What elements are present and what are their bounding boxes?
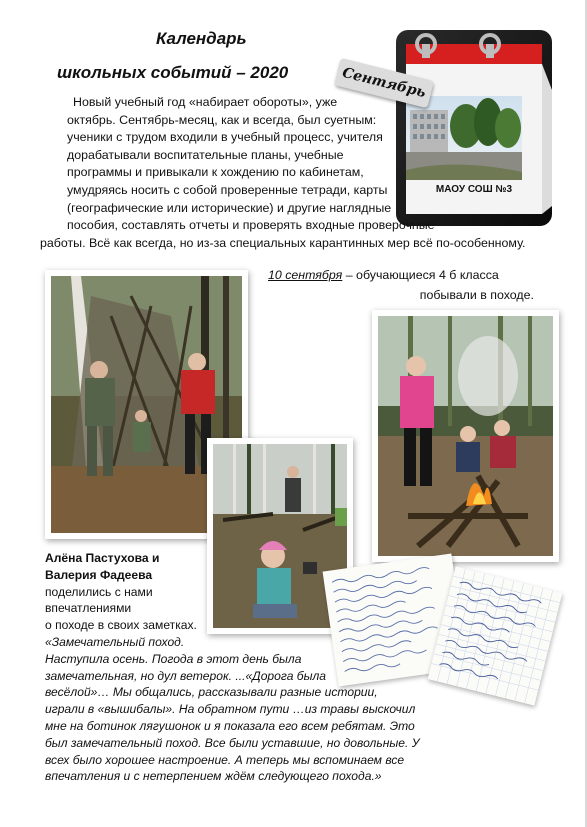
intro-paragraph	[40, 94, 557, 252]
quote-line: всех было хорошее настроение. А теперь мы вспоминаем все	[45, 752, 405, 767]
photo-campfire	[372, 310, 559, 562]
quote-line: мне на ботинок лягушонок и я показала его всем ребятам. Это	[45, 718, 415, 733]
author-name: Валерия Фадеева	[45, 567, 153, 582]
event-note	[268, 265, 538, 305]
quote-line: «Замечательный поход.	[45, 635, 185, 649]
authors-text: поделились с нами	[45, 584, 153, 599]
intro-line: (географические или исторические) и другие наглядные	[67, 200, 392, 215]
intro-line: Новый учебный год «набирает обороты», уже	[73, 95, 338, 109]
quote-line: впечатления и с нетерпением ждём следующего похода.»	[45, 769, 382, 784]
quote-line: Наступила осень. Погода в этот день была	[45, 651, 302, 666]
quote-block	[45, 634, 419, 785]
intro-line: программы и привыкали к хождению по кабинетам,	[67, 165, 364, 180]
event-date: 10 сентября	[268, 268, 343, 282]
intro-line: пособия, составлять отчеты и проверять входные проверочные	[67, 218, 435, 233]
authors-text: о походе в своих заметках.	[45, 618, 197, 633]
author-name: Алёна Пастухова и	[45, 551, 160, 565]
quote-line: весёлой»… Мы общались, рассказывали разные истории,	[45, 685, 378, 700]
event-text: – обучающиеся 4 б класса	[342, 268, 499, 282]
calendar-school-label: МАОУ СОШ №3	[435, 184, 513, 195]
intro-line: октябрь. Сентябрь-месяц, как и всегда, был суетным:	[67, 112, 377, 127]
authors-text: впечатлениями	[45, 601, 132, 616]
page-title-line2: школьных событий – 2020	[57, 63, 289, 82]
intro-line: ученики с трудом входили в учебный процесс, учителя	[67, 130, 383, 145]
authors-block	[45, 550, 197, 634]
quote-line: замечательная, но дул ветерок. ...«Дорога была	[45, 668, 327, 683]
calendar-month-label: Сентябрь	[334, 58, 434, 108]
quote-line: был замечательный поход. Все были уставшие, но довольные. У	[45, 735, 420, 750]
page-title-line1: Календарь	[156, 29, 247, 48]
quote-line: играли в «вышибалы». На обратном пути …из травы выскочил	[45, 702, 416, 717]
intro-line: дорабатывали воспитательные планы, учебные	[67, 147, 344, 162]
intro-line: умудряясь носить с собой проверенные тетради, карты	[67, 182, 388, 197]
event-text-2: побывали в походе.	[419, 288, 534, 302]
intro-line: работы. Всё как всегда, но из-за специальных карантинных мер всё по-особенному.	[40, 235, 526, 250]
